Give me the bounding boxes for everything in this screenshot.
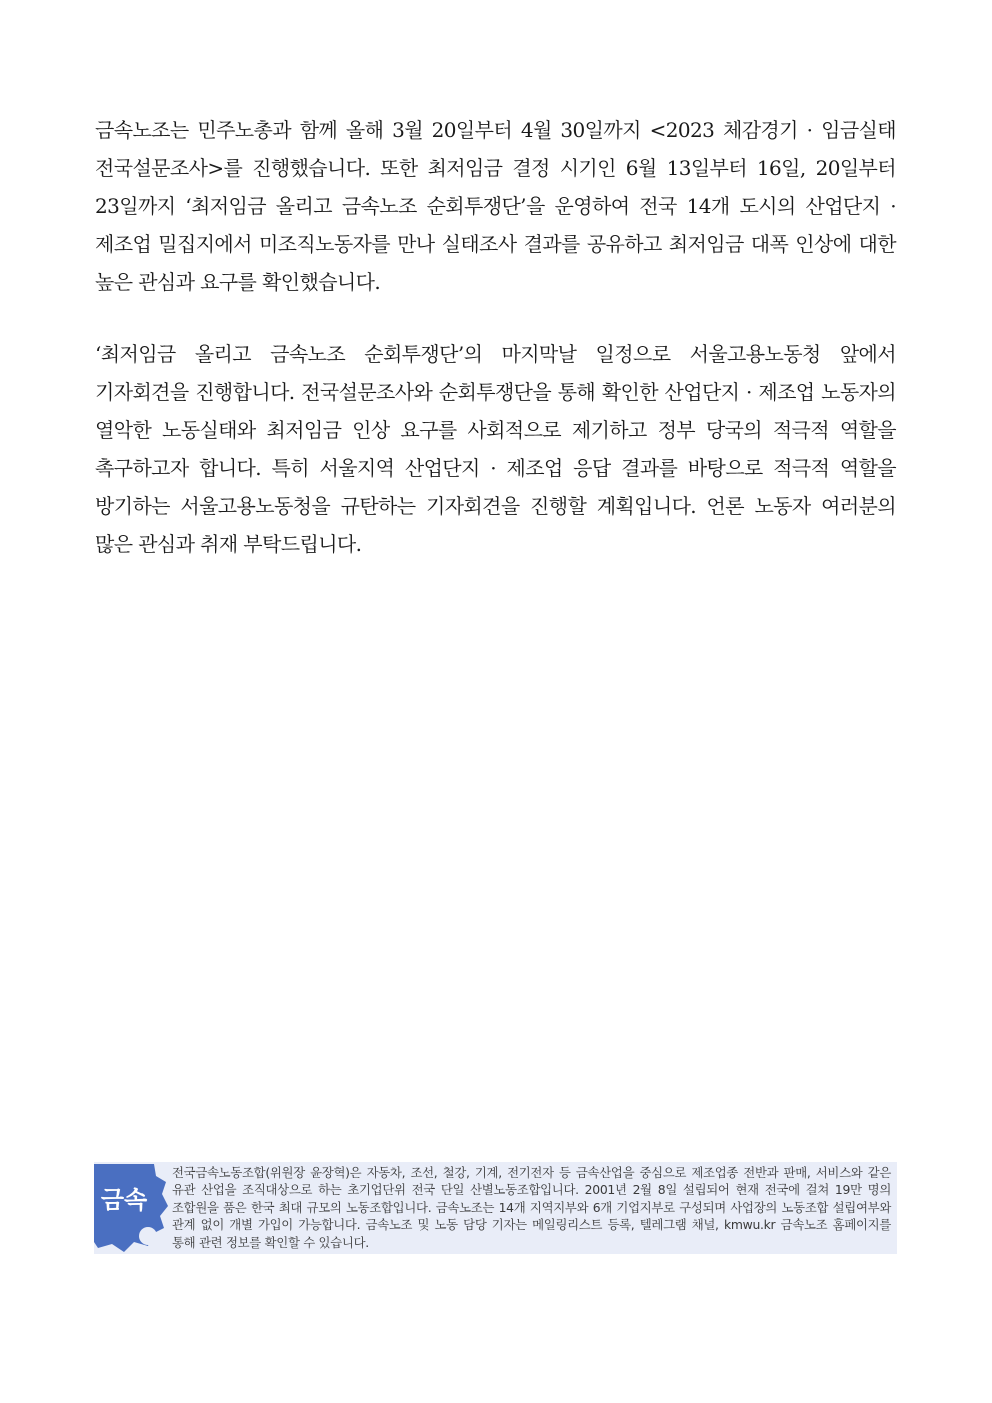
body-paragraph-2: ‘최저임금 올리고 금속노조 순회투쟁단’의 마지막날 일정으로 서울고용노동청 앞에서 기자회견을 진행합니다. 전국설문조사와 순회투쟁단을 통해 확인한 산업단지 · 제조업 노동자의 열악한 노동실태와 최저임금 인상 요구를 사회적으로 제기하고 정부 당국의 적극적 역할을 촉구하고자 합니다. 특히 서울지역 산업단지 · 제조업 응답 결과를 바탕으로 적극적 역할을 방기하는 서울고용노동청을 규탄하는 기자회견을 진행할 계획입니다. 언론 노동자 여러분의 많은 관심과 취재 부탁드립니다. — [95, 342, 896, 556]
logo-text: 금속 — [100, 1186, 148, 1214]
kmwu-logo — [94, 1162, 168, 1254]
union-description: 전국금속노동조합(위원장 윤장혁)은 자동차, 조선, 철강, 기계, 전기전자 등 금속산업을 중심으로 제조업종 전반과 판매, 서비스와 같은 유관 산업을 조직대상으로 하는 초기업단위 전국 단일 산별노동조합입니다. 2001년 2월 8일 설립되어 현재 전국에 걸쳐 19만 명의 조합원을 품은 한국 최대 규모의 노동조합입니다. 금속노조는 14개 지역지부와 6개 기업지부로 구성되며 사업장의 노동조합 설립여부와 관계 없이 개별 가입이 가능합니다. 금속노조 및 노동 담당 기자는 메일링리스트 등록, 텔레그램 채널, kmwu.kr 금속노조 홈페이지를 통해 관련 정보를 확인할 수 있습니다. — [172, 1165, 891, 1250]
gear-icon — [94, 1162, 168, 1254]
union-info-box — [94, 1162, 897, 1254]
body-paragraph-1: 금속노조는 민주노총과 함께 올해 3월 20일부터 4월 30일까지 <2023 체감경기 · 임금실태 전국설문조사>를 진행했습니다. 또한 최저임금 결정 시기인 6월 13일부터 16일, 20일부터 23일까지 ‘최저임금 올리고 금속노조 순회투쟁단’을 운영하여 전국 14개 도시의 산업단지 · 제조업 밀집지에서 미조직노동자를 만나 실태조사 결과를 공유하고 최저임금 대폭 인상에 대한 높은 관심과 요구를 확인했습니다. — [95, 118, 896, 294]
